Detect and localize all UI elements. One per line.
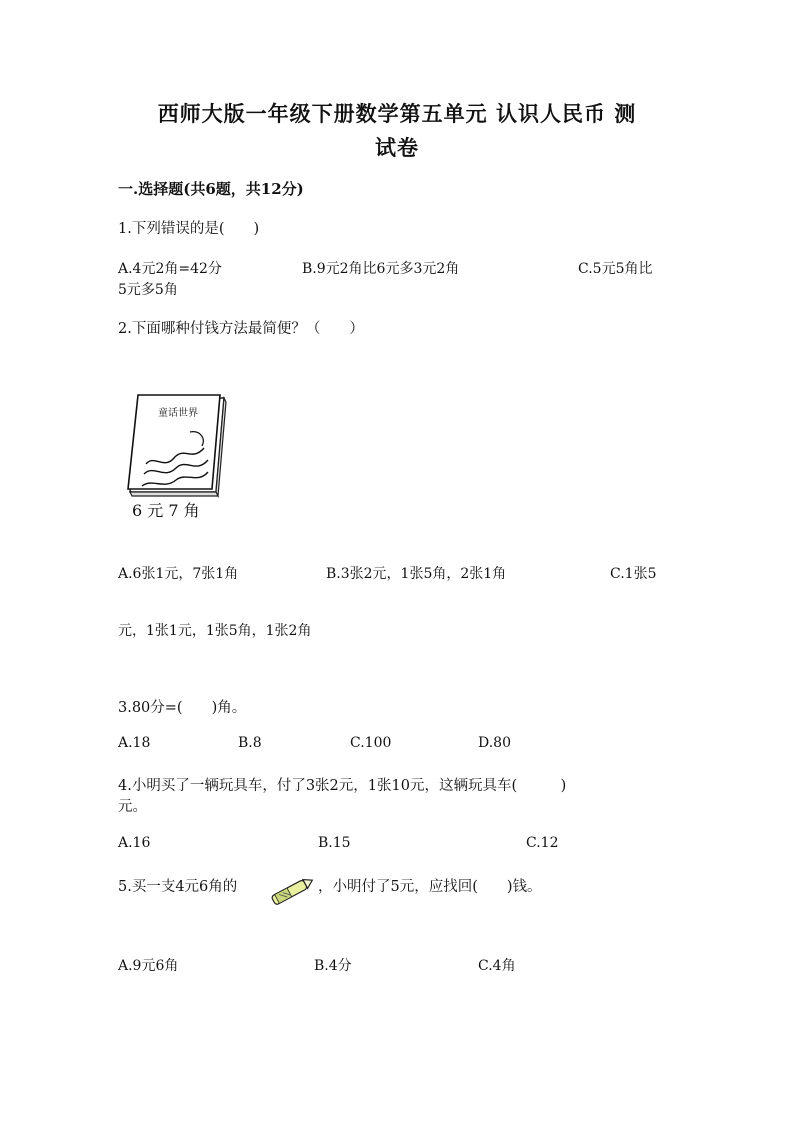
question-3-option-a: A.18 bbox=[118, 735, 151, 751]
question-3-option-c: C.100 bbox=[350, 735, 392, 751]
question-4-option-b: B.15 bbox=[318, 835, 351, 851]
pen-picture bbox=[265, 873, 319, 909]
question-4-stem-line2: 元。 bbox=[118, 799, 147, 815]
question-5-option-a: A.9元6角 bbox=[118, 958, 179, 974]
question-2-option-a: A.6张1元，7张1角 bbox=[118, 566, 239, 582]
question-2-option-c: C.1张5 bbox=[610, 566, 657, 582]
question-3-option-d: D.80 bbox=[478, 735, 511, 751]
question-2-option-b: B.3张2元，1张5角，2张1角 bbox=[326, 566, 507, 582]
question-3-option-b: B.8 bbox=[238, 735, 262, 751]
question-1-option-c-cont: 5元多5角 bbox=[118, 282, 178, 298]
question-1-option-a: A.4元2角=42分 bbox=[118, 261, 222, 277]
question-3-stem: 3.80分=( )角。 bbox=[118, 700, 247, 716]
question-1-stem: 1.下列错误的是( ) bbox=[118, 221, 260, 237]
book-title: 童话世界 bbox=[158, 408, 198, 419]
book-price-label: 6 元 7 角 bbox=[132, 501, 200, 520]
pen-drawing bbox=[265, 873, 319, 909]
question-4-option-c: C.12 bbox=[526, 835, 559, 851]
question-5-option-c: C.4角 bbox=[478, 958, 516, 974]
question-4-option-a: A.16 bbox=[118, 835, 151, 851]
storybook-picture bbox=[120, 392, 230, 522]
section-heading: 一.选择题(共6题，共12分) bbox=[118, 180, 304, 198]
page-title-line1: 西师大版一年级下册数学第五单元 认识人民币 测 bbox=[157, 101, 637, 126]
question-1-option-c: C.5元5角比 bbox=[578, 261, 653, 277]
question-2-option-c-cont: 元，1张1元，1张5角，1张2角 bbox=[118, 623, 312, 639]
page-title-line2: 试卷 bbox=[375, 135, 419, 160]
question-5-stem-part2: ，小明付了5元，应找回( )钱。 bbox=[318, 879, 542, 895]
question-1-option-b: B.9元2角比6元多3元2角 bbox=[302, 261, 460, 277]
question-2-stem: 2.下面哪种付钱方法最简便？（ ） bbox=[118, 321, 364, 337]
question-5-option-b: B.4分 bbox=[314, 958, 352, 974]
question-5-stem-part1: 5.买一支4元6角的 bbox=[118, 879, 238, 895]
question-4-stem-line1: 4.小明买了一辆玩具车，付了3张2元，1张10元，这辆玩具车( ) bbox=[118, 778, 567, 794]
